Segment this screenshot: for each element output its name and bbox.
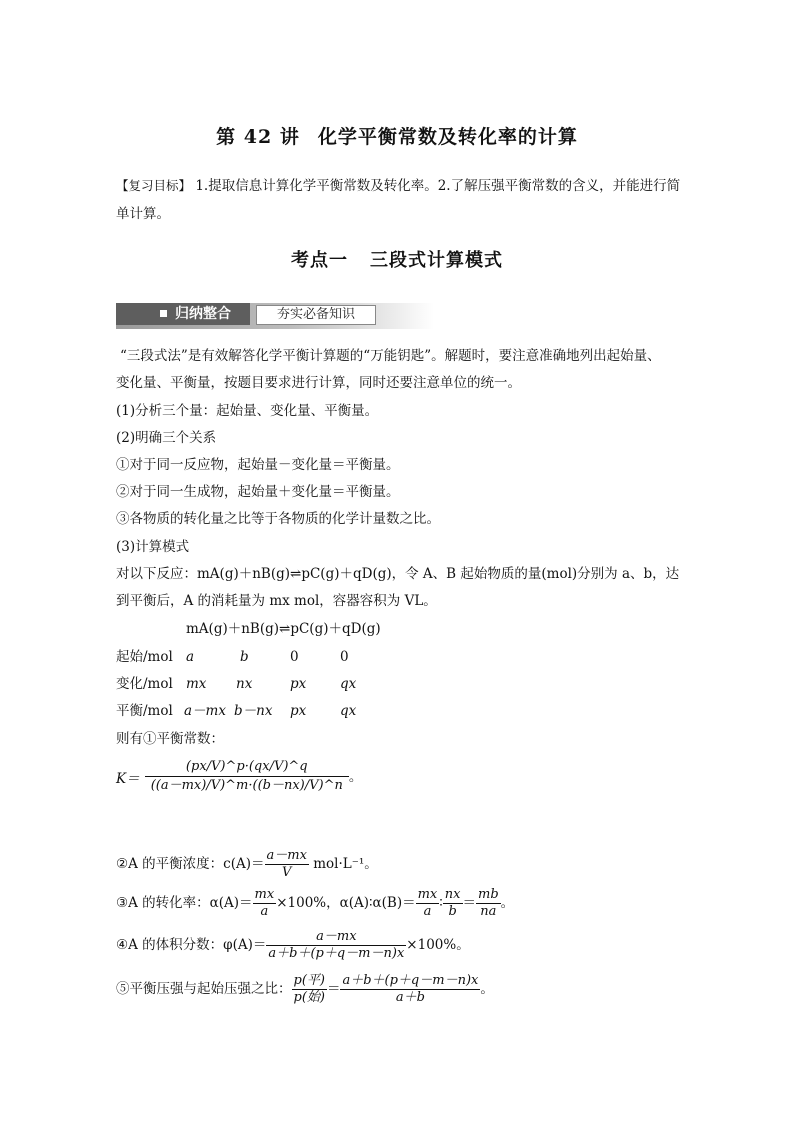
equilibrium-constant-formula: K＝ $\frac{(px/V)\^{}p\cdot(qx/V)\^{}q}{((a-mx)/V)\^{}m\cdot((b-nx)/V)\^{}n}$ 。 bbox=[116, 759, 363, 793]
cell-eq-c: px bbox=[290, 703, 307, 719]
frac-num: mb bbox=[478, 887, 499, 902]
banner-dark-text: 归纳整合 bbox=[175, 306, 231, 322]
frac-num: mx bbox=[254, 887, 275, 902]
reaction-equation: mA(g)＋nB(g)⇌pC(g)＋qD(g) bbox=[197, 566, 392, 582]
reaction-lead: 对以下反应： bbox=[116, 566, 197, 582]
section-heading bbox=[0, 246, 794, 272]
review-goals bbox=[116, 172, 686, 228]
square-bullet-icon bbox=[160, 310, 167, 317]
k-label: K＝ bbox=[116, 770, 140, 787]
result-4-den: a＋b＋(p＋q－m－n)x bbox=[268, 946, 405, 961]
relation-1: ①对于同一反应物，起始量－变化量＝平衡量。 bbox=[116, 457, 400, 473]
cell-start-c: 0 bbox=[290, 649, 299, 665]
cell-eq-a: a－mx bbox=[184, 703, 226, 719]
frac-num: mx bbox=[417, 887, 438, 902]
intro-line-1: “三段式法”是有效解答化学平衡计算题的“万能钥匙”。解题时，要注意准确地列出起始量、 bbox=[120, 348, 661, 364]
frac-den: b bbox=[448, 904, 457, 919]
result-1-lead: 则有①平衡常数： bbox=[116, 731, 224, 747]
result-3-lead: ③A 的转化率：α(A)＝ bbox=[116, 895, 253, 911]
cell-eq-b: b－nx bbox=[234, 703, 273, 719]
section-number: 考点一 bbox=[291, 250, 348, 271]
result-4-num: a－mx bbox=[266, 929, 406, 946]
row-label-equilibrium: 平衡/mol bbox=[116, 703, 173, 719]
result-2-den: V bbox=[282, 865, 292, 880]
item-2: (2)明确三个关系 bbox=[116, 430, 217, 446]
lecture-number: 第 42 讲 bbox=[216, 126, 300, 148]
result-2-fraction bbox=[265, 848, 309, 881]
relation-3: ③各物质的转化量之比等于各物质的化学计量数之比。 bbox=[116, 511, 440, 527]
cell-change-b: nx bbox=[236, 676, 253, 692]
k-numerator: (px/V)^p·(qx/V)^q bbox=[145, 758, 349, 777]
banner-dark-label bbox=[116, 303, 250, 325]
cell-start-b: b bbox=[240, 649, 249, 665]
relation-2: ②对于同一生成物，起始量＋变化量＝平衡量。 bbox=[116, 484, 400, 500]
result-2-lead: ②A 的平衡浓度：c(A)＝ bbox=[116, 856, 265, 872]
result-2-num: a－mx bbox=[266, 848, 307, 863]
reaction-rest: ，令 A、B 起始物质的量(mol)分别为 a、b，达 bbox=[391, 566, 680, 582]
frac-num: nx bbox=[444, 887, 461, 902]
cell-change-d: qx bbox=[340, 676, 357, 692]
goal-tag: 【复习目标】 bbox=[116, 178, 192, 193]
section-title: 三段式计算模式 bbox=[370, 250, 503, 271]
reaction-line-2: 到平衡后，A 的消耗量为 mx mol，容器容积为 VL。 bbox=[116, 593, 437, 609]
result-3-frac-4 bbox=[476, 887, 501, 920]
lecture-title: 化学平衡常数及转化率的计算 bbox=[317, 126, 578, 148]
page-title bbox=[0, 122, 794, 149]
row-label-start: 起始/mol bbox=[116, 649, 173, 665]
item-1: (1)分析三个量：起始量、变化量、平衡量。 bbox=[116, 403, 379, 419]
k-fraction bbox=[145, 758, 349, 795]
result-3: ③A 的转化率：α(A)＝ $\frac{mx}{a}$ ×100%，α(A)∶α(B)＝ $\frac{mx}{a}$ ∶ $\frac{nx}{b}$ ＝ $\frac{mb}{na}$ 。 bbox=[116, 887, 515, 919]
cell-change-c: px bbox=[290, 676, 307, 692]
result-2-unit: mol·L⁻¹。 bbox=[313, 856, 378, 872]
goal-text: 1.提取信息计算化学平衡常数及转化率。2.了解压强平衡常数的含义，并能进行简单计算。 bbox=[116, 178, 681, 222]
reaction-line-1 bbox=[116, 564, 679, 584]
frac-den: a bbox=[260, 904, 269, 919]
frac-den: na bbox=[480, 904, 497, 919]
section-banner bbox=[116, 303, 434, 329]
cell-eq-d: qx bbox=[340, 703, 357, 719]
banner-light-label: 夯实必备知识 bbox=[256, 305, 376, 325]
frac-den: p(始) bbox=[293, 990, 325, 1005]
frac-den: a bbox=[423, 904, 432, 919]
result-5-frac-1 bbox=[292, 973, 327, 1006]
result-3-frac-1 bbox=[253, 887, 277, 920]
result-5-lead: ⑤平衡压强与起始压强之比： bbox=[116, 981, 292, 997]
result-3-frac-2 bbox=[416, 887, 440, 920]
table-header-equation: mA(g)＋nB(g)⇌pC(g)＋qD(g) bbox=[186, 621, 381, 637]
item-3: (3)计算模式 bbox=[116, 539, 190, 555]
result-5-frac-2 bbox=[340, 973, 480, 1006]
cell-change-a: mx bbox=[186, 676, 207, 692]
k-denominator: ((a－mx)/V)^m·((b－nx)/V)^n bbox=[150, 778, 343, 793]
result-4 bbox=[116, 928, 470, 962]
result-3-mid: ×100%，α(A)∶α(B)＝ bbox=[276, 895, 416, 911]
result-3-frac-3 bbox=[443, 887, 463, 920]
frac-num: p(平) bbox=[293, 973, 325, 988]
result-5: ⑤平衡压强与起始压强之比： $\frac{\text{p(平)}}{\text{p(始)}}$ ＝ $\frac{a+b+(p+q-m-n)x}{a+b}$ 。 bbox=[116, 973, 494, 1005]
result-2 bbox=[116, 847, 378, 881]
cell-start-d: 0 bbox=[340, 649, 349, 665]
result-4-tail: ×100%。 bbox=[406, 937, 470, 953]
result-4-lead: ④A 的体积分数：φ(A)＝ bbox=[116, 937, 267, 953]
result-4-fraction bbox=[266, 929, 406, 962]
cell-start-a: a bbox=[186, 649, 195, 665]
row-label-change: 变化/mol bbox=[116, 676, 173, 692]
frac-den: a＋b bbox=[395, 990, 425, 1005]
frac-num: a＋b＋(p＋q－m－n)x bbox=[342, 973, 479, 988]
intro-line-2: 变化量、平衡量，按题目要求进行计算，同时还要注意单位的统一。 bbox=[116, 375, 521, 391]
